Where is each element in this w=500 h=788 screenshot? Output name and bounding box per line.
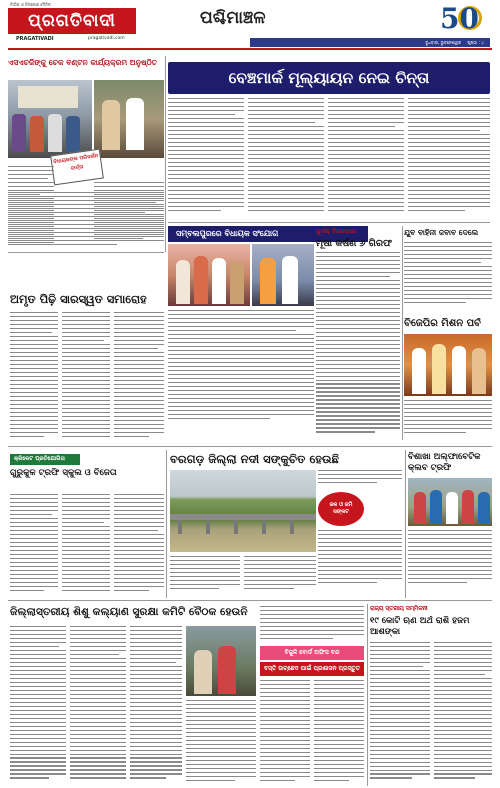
bottom-mid-body-3 xyxy=(314,680,364,784)
lead-headline[interactable]: ବେଞ୍ଚମାର୍କ ମୂଲ୍ୟାୟନ ନେଇ ଚିନ୍ତା xyxy=(168,62,490,94)
cricket-body-1 xyxy=(10,494,58,596)
anniversary-number: 50 xyxy=(440,2,479,35)
dateline-bar xyxy=(250,38,490,47)
cricket-body-3 xyxy=(114,494,164,596)
protest-body xyxy=(316,252,400,442)
section-title: ପଶ୍ଚିମାଞ୍ଚଳ xyxy=(200,8,266,28)
date-text: ବୁଧବାର, ଭୁବନେଶ୍ୱର xyxy=(425,40,462,45)
left-top-photo-2 xyxy=(94,80,164,158)
literary-body-2 xyxy=(62,312,110,442)
cricket-headline[interactable]: ଗୁରୁକୁଳ ଟ୍ରଫି ସ୍କୁଲ ଓ ବିଜେତା xyxy=(10,468,117,478)
cricket-body-2 xyxy=(62,494,110,596)
bottom-left-headline[interactable]: ଜିଲ୍ଲାସ୍ତରୀୟ ଶିଶୁ କଲ୍ୟାଣ ସୁରକ୍ଷା କମିଟି ବୈଠକ ହେଉନି xyxy=(10,606,248,618)
bottom-right-body-1 xyxy=(370,642,430,784)
bargarh-body-2 xyxy=(244,556,316,598)
bottom-right-body-2 xyxy=(434,642,492,784)
protest-headline[interactable]: ମୂଷା କର୍ଷଣ ୬ ଗିରଫ xyxy=(316,238,392,249)
bargarh-badge: ଜଳ ଓ ଜମି ସଙ୍କଟ xyxy=(318,492,364,526)
masthead-rule xyxy=(8,48,492,50)
left-top-headline[interactable]: ଏସଏଚଜିଙ୍କୁ ଚେକ ବଣ୍ଟନ କାର୍ଯ୍ୟକ୍ରମ ଅନୁଷ୍ଠିତ xyxy=(8,58,158,67)
literary-headline[interactable]: ଅମୃତ ପିଢ଼ି ସାରସ୍ୱତ ସମାରୋହ xyxy=(10,292,147,306)
protest-kicker: ଜୁଏଲ୍ ବିରୋଧରେ xyxy=(316,228,357,235)
lead-body-col-4 xyxy=(408,98,490,218)
bijepur-photo xyxy=(404,334,492,396)
page-number: ପୃଷ୍ଠା : ୪ xyxy=(467,40,484,45)
bottom-mid-headline-2[interactable]: ବସ୍ତି ଉଚ୍ଛେଦ ପାଇଁ ପ୍ରଶାସନ ପ୍ରସ୍ତୁତ xyxy=(260,662,364,676)
left-top-photo xyxy=(8,80,92,158)
bargarh-body-1 xyxy=(170,556,240,598)
mid-band-body xyxy=(168,310,314,422)
bijepur-body xyxy=(404,400,492,442)
right-mid-headline[interactable]: ଯୁବ ବାହିନୀ ଜବାବ ଦେଲେ xyxy=(404,228,479,237)
sports-right-photo xyxy=(408,478,492,526)
website-url[interactable]: pragativadi.com xyxy=(88,36,125,41)
bottom-right-kicker: ରାଜ୍ୟ ସ୍ତରୀୟ ସମ୍ମିଳନୀ xyxy=(370,606,428,612)
logo-subtitle: PRAGATIVADI xyxy=(16,36,54,42)
newspaper-logo[interactable]: ପ୍ରଗତିବାଦୀ xyxy=(8,8,136,34)
right-mid-body xyxy=(404,242,492,306)
bottom-left-body-1 xyxy=(10,626,66,784)
lead-body-col-3 xyxy=(328,98,404,218)
bottom-mid-body-2 xyxy=(260,680,310,784)
left-top-body-3 xyxy=(94,182,164,250)
tagline: ନିର୍ଭୀକ ଓ ନିରପେକ୍ଷ ଦୈନିକ xyxy=(10,2,51,7)
bottom-mid-headline-1[interactable]: ବିଜୁଳି ବୋର୍ଡ ଅଫିସ ବନ୍ଦ xyxy=(260,646,364,660)
bottom-mid-photo xyxy=(186,626,256,696)
lead-body-col-2 xyxy=(248,98,324,218)
bargarh-river-photo xyxy=(170,470,316,552)
mid-band-headline[interactable]: ସମ୍ବଲପୁରରେ ବିଧାୟକ ସଂଯୋଗ xyxy=(168,226,368,242)
bottom-left-body-2 xyxy=(70,626,126,784)
bottom-right-headline[interactable]: ୧୯ କୋଟି ଋଣ ଅର୍ଥ ରାଶି ହଜମ ଆଶଙ୍କା xyxy=(370,616,470,637)
literary-body-3 xyxy=(114,312,164,442)
lead-body-col-1 xyxy=(168,98,244,218)
masthead xyxy=(0,0,500,50)
photo-caption-tag: ବିଧାୟକଙ୍କ ପରିଦର୍ଶନ ବାର୍ତ୍ତା xyxy=(50,149,104,186)
literary-body-1 xyxy=(10,312,58,442)
sports-right-body xyxy=(408,530,492,598)
bottom-mid-top-body xyxy=(260,606,364,644)
sports-right-headline[interactable]: ବିଶାଖା ଅଲ୍ଫାବେଟିକ କ୍ଲବ ଟ୍ରଫି xyxy=(408,452,481,473)
event-photo-1 xyxy=(168,244,250,306)
bargarh-headline[interactable]: ବରଗଡ଼ ଜିଲ୍ଲା ନଦୀ ସଙ୍କୁଚିତ ହେଉଛି xyxy=(170,452,340,466)
bottom-mid-body-1 xyxy=(186,700,256,784)
bijepur-headline[interactable]: ବିଜେପିର ମିଶନ ପର୍ବ xyxy=(404,318,481,329)
bargarh-side-body-2 xyxy=(318,530,402,598)
bottom-left-body-3 xyxy=(130,626,182,784)
cricket-kicker: କ୍ରିକେଟ ପ୍ରତିଯୋଗିତା xyxy=(10,454,80,465)
event-photo-2 xyxy=(252,244,314,306)
bargarh-side-body xyxy=(318,470,402,490)
